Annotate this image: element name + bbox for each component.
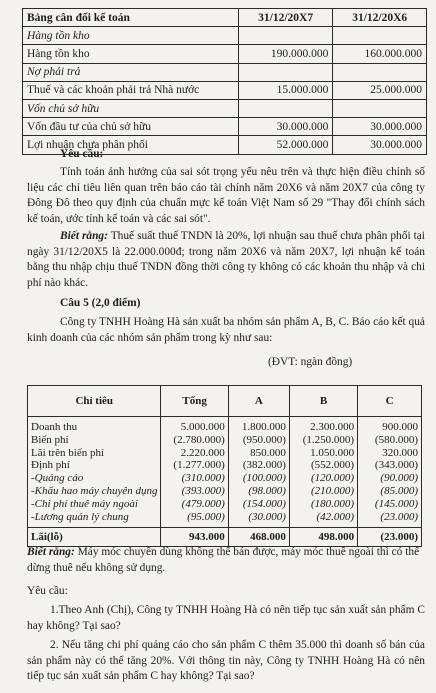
cell-b: 2.300.000 xyxy=(289,421,357,434)
balance-sheet-value-20x6: 30.000.000 xyxy=(333,136,427,154)
cell-c: (580.000) xyxy=(358,434,422,447)
question-2: 2. Nếu tăng chi phí quảng cáo cho sản phẩm C thêm 35.000 thì doanh số bán của sản phẩm này có thể tăng 20%. Với thông tin này, Công ty TNHH Hoàng Hà có nên tiếp tục sản xuất sản phẩm C hay không? Tại sao? xyxy=(27,639,425,683)
balance-sheet-row xyxy=(23,45,427,63)
total-cell-a: 468.000 xyxy=(228,528,289,547)
balance-sheet-value-20x7: 52.000.000 xyxy=(238,136,333,154)
cell-indicator: Doanh thu xyxy=(31,421,78,434)
balance-sheet-value-20x6 xyxy=(333,27,427,45)
cell-a: (98.000) xyxy=(228,485,289,498)
cell-b: (120.000) xyxy=(289,472,357,485)
cell-total: (310.000) xyxy=(161,472,228,485)
cell-a: 1.800.000 xyxy=(228,421,289,434)
cell-indicator: Định phí xyxy=(31,459,70,472)
total-cell-total: 943.000 xyxy=(161,528,228,547)
col-header-a: A xyxy=(228,386,289,417)
col-header-c: C xyxy=(358,386,422,417)
note-label: Biết rằng: xyxy=(60,230,108,242)
balance-sheet-label: Thuế và các khoản phải trả Nhà nước xyxy=(23,81,239,99)
balance-sheet-row xyxy=(23,118,427,136)
balance-sheet-value-20x7: 30.000.000 xyxy=(238,118,333,136)
col-header-b: B xyxy=(289,386,357,417)
balance-sheet-value-20x7 xyxy=(238,99,333,117)
cell-total: (393.000) xyxy=(161,485,228,498)
balance-sheet-label: Vốn đầu tư của chủ sở hữu xyxy=(23,118,239,136)
cell-a: (950.000) xyxy=(228,434,289,447)
note-paragraph xyxy=(27,229,425,291)
cell-c: (90.000) xyxy=(358,472,422,485)
requirement-heading: Yêu cầu: xyxy=(60,148,104,160)
cell-total: 5.000.000 xyxy=(161,421,228,434)
cell-total: (1.277.000) xyxy=(161,459,228,472)
balance-sheet-label: Nợ phải trả xyxy=(23,63,239,81)
balance-sheet-label: Vốn chủ sở hữu xyxy=(23,99,239,117)
cell-indicator: -Quảng cáo xyxy=(31,472,84,485)
balance-sheet-header-20x7: 31/12/20X7 xyxy=(238,9,333,27)
note2-text: Máy móc chuyên dùng không thể bán được, máy móc thuê ngoài thì có thể dừng thuê nếu không sử dụng. xyxy=(27,546,420,574)
cell-indicator: Lãi trên biến phí xyxy=(31,446,105,459)
total-cell-indicator: Lãi(lỗ) xyxy=(28,528,161,547)
cell-total: (95.000) xyxy=(161,511,228,524)
cell-c: 900.000 xyxy=(358,421,422,434)
note2-paragraph xyxy=(27,545,425,576)
cell-a: (30.000) xyxy=(228,511,289,524)
balance-sheet-value-20x6 xyxy=(333,63,427,81)
question5-title: Câu 5 (2,0 điểm) xyxy=(60,297,141,309)
cell-total: 2.220.000 xyxy=(161,447,228,460)
question5-intro: Công ty TNHH Hoàng Hà sản xuất ba nhóm sản phẩm A, B, C. Báo cáo kết quả kinh doanh của các nhóm sản phẩm trong kỳ như sau: xyxy=(27,316,425,344)
balance-sheet-label: Lợi nhuận chưa phân phối xyxy=(23,136,239,154)
unit-note: (ĐVT: ngàn đồng) xyxy=(268,356,353,368)
cell-b: 1.050.000 xyxy=(289,447,357,460)
cell-c: (145.000) xyxy=(358,498,422,511)
cell-c: (343.000) xyxy=(358,459,422,472)
cell-total: (479.000) xyxy=(161,498,228,511)
table-row xyxy=(28,447,422,460)
balance-sheet-header-20x6: 31/12/20X6 xyxy=(333,9,427,27)
balance-sheet-section-row xyxy=(23,63,427,81)
note2-label: Biết rằng: xyxy=(27,546,75,558)
balance-sheet-value-20x6: 30.000.000 xyxy=(333,118,427,136)
cell-indicator: Biến phí xyxy=(31,433,69,446)
requirement-text: Tính toán ảnh hưởng của sai sót trọng yếu nêu trên và thực hiện điều chỉnh số liệu các chỉ tiêu liên quan trên báo cáo tài chính năm 20X6 và năm 20X7 của công ty Đông Đô theo quy định của chuẩn mực kế toán Việt Nam số 29 "Thay đổi chính sách kế toán, ước tính kế toán và các sai sót". xyxy=(27,166,425,225)
balance-sheet-label: Hàng tồn kho xyxy=(23,45,239,63)
cell-c: (85.000) xyxy=(358,485,422,498)
cell-a: (100.000) xyxy=(228,472,289,485)
note-text: Thuế suất thuế TNDN là 20%, lợi nhuận sau thuế chưa phân phối tại ngày 31/12/20X5 là 22.000.000đ; trong năm 20X6 và năm 20X7, lợi nhuận kế toán bằng thu nhập chịu thuế TNDN đồng thời công ty không có các khoản thu nhập và chi phí nào khác. xyxy=(27,230,425,289)
table-row xyxy=(28,459,422,472)
col-header-total: Tổng xyxy=(161,386,228,417)
table-row xyxy=(28,511,422,524)
cell-b: (180.000) xyxy=(289,498,357,511)
requirement2-heading: Yêu cầu: xyxy=(27,585,68,597)
balance-sheet-section-row xyxy=(23,27,427,45)
balance-sheet-value-20x7 xyxy=(238,27,333,45)
cell-a: (154.000) xyxy=(228,498,289,511)
cell-indicator: -Chi phí thuê máy ngoài xyxy=(31,497,138,510)
cell-b: (552.000) xyxy=(289,459,357,472)
balance-sheet-section-row xyxy=(23,99,427,117)
balance-sheet-header-row xyxy=(23,9,427,27)
balance-sheet-header-label: Bảng cân đối kế toán xyxy=(23,9,239,27)
cell-c: (23.000) xyxy=(358,511,422,524)
cell-b: (210.000) xyxy=(289,485,357,498)
table-row xyxy=(28,421,422,434)
question-1: 1.Theo Anh (Chị), Công ty TNHH Hoàng Hà có nên tiếp tục sản xuất sản phẩm C hay không? Tại sao? xyxy=(27,604,425,632)
balance-sheet-value-20x7 xyxy=(238,63,333,81)
balance-sheet-table xyxy=(22,8,427,155)
balance-sheet-value-20x6 xyxy=(333,99,427,117)
col-header-indicator: Chỉ tiêu xyxy=(28,386,161,417)
balance-sheet-value-20x6: 160.000.000 xyxy=(333,45,427,63)
cell-total: (2.780.000) xyxy=(161,434,228,447)
cell-a: (382.000) xyxy=(228,459,289,472)
cell-a: 850.000 xyxy=(228,447,289,460)
total-cell-c: (23.000) xyxy=(358,528,422,547)
cell-b: (42.000) xyxy=(289,511,357,524)
table-row xyxy=(28,472,422,485)
balance-sheet-value-20x7: 15.000.000 xyxy=(238,81,333,99)
cell-indicator: -Lương quản lý chung xyxy=(31,510,129,523)
cell-indicator: -Khấu hao máy chuyên dụng xyxy=(31,485,158,498)
total-cell-b: 498.000 xyxy=(289,528,357,547)
cell-b: (1.250.000) xyxy=(289,434,357,447)
balance-sheet-value-20x7: 190.000.000 xyxy=(238,45,333,63)
table-row xyxy=(28,434,422,447)
product-table-header-row xyxy=(28,386,422,417)
balance-sheet-value-20x6: 25.000.000 xyxy=(333,81,427,99)
table-row xyxy=(28,498,422,511)
balance-sheet-row xyxy=(23,81,427,99)
table-row xyxy=(28,485,422,498)
product-results-table xyxy=(27,385,422,547)
balance-sheet-label: Hàng tồn kho xyxy=(23,27,239,45)
cell-c: 320.000 xyxy=(358,447,422,460)
